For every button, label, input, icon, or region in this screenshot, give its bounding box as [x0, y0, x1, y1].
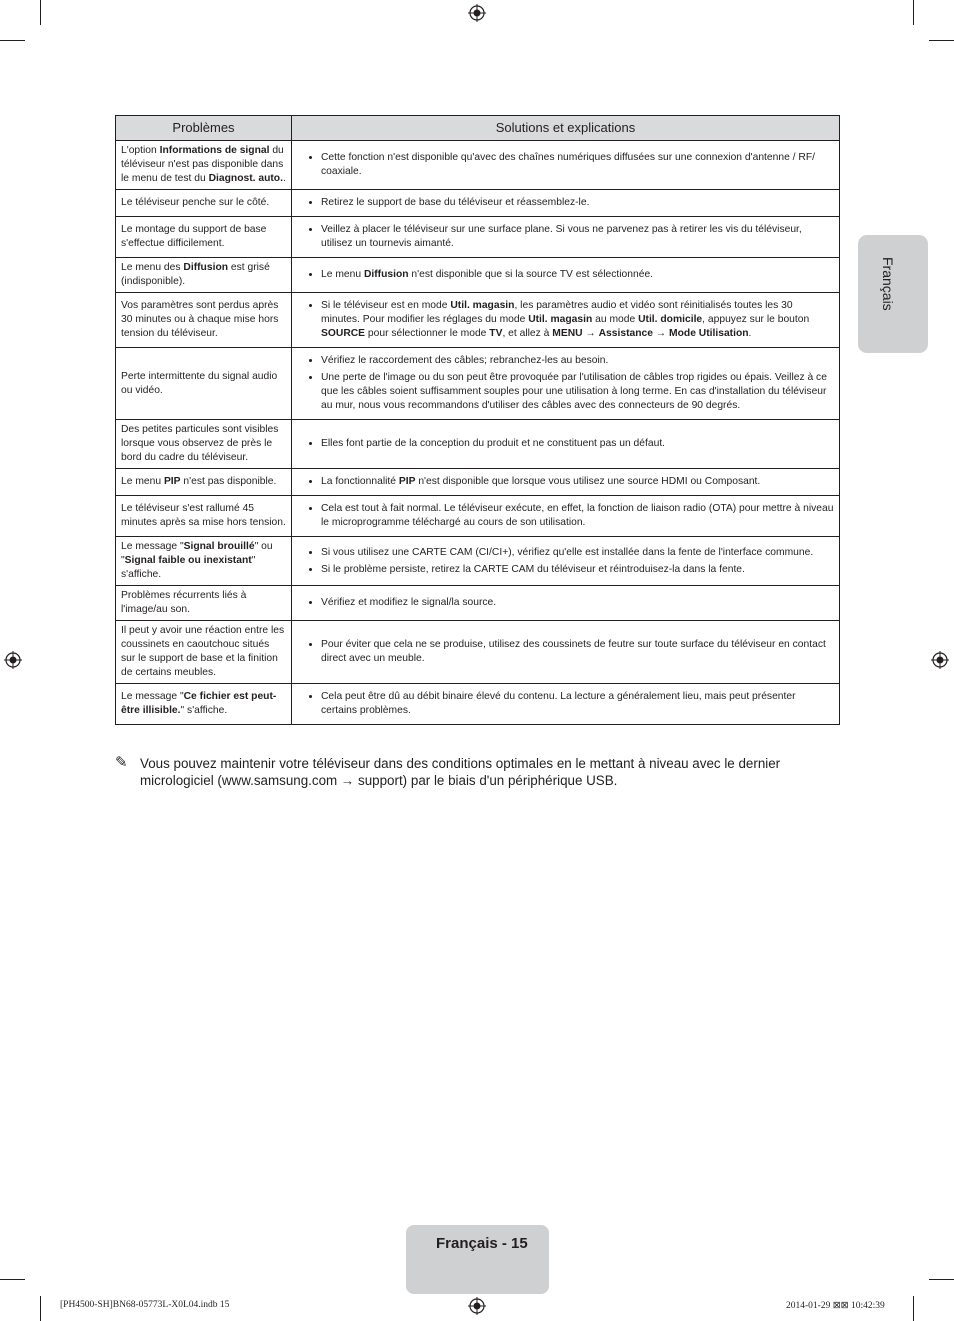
bold-text: Mode Utilisation	[669, 328, 749, 339]
problem-cell	[116, 586, 292, 621]
solution-cell	[292, 420, 840, 469]
bold-text: Util. domicile	[638, 314, 703, 325]
text: Vérifiez et modifiez le signal/la source.	[321, 597, 497, 608]
table-row	[116, 217, 840, 258]
text: du téléviseur n'est pas disponible dans le menu de test du	[121, 145, 284, 184]
solution-item	[321, 546, 834, 560]
problem-cell	[116, 348, 292, 420]
problem-cell	[116, 496, 292, 537]
solution-list	[297, 690, 834, 718]
registration-mark-icon	[468, 1297, 486, 1315]
text: n'est pas disponible.	[180, 476, 277, 487]
text: .	[748, 328, 752, 339]
registration-mark-icon	[931, 651, 949, 669]
table-row	[116, 293, 840, 348]
solution-item	[321, 223, 834, 251]
text: " s'affiche.	[180, 705, 228, 716]
text: Vérifiez le raccordement des câbles; rebranchez-les au besoin.	[321, 355, 609, 366]
table-row	[116, 684, 840, 725]
text: Le message "	[121, 691, 184, 702]
solution-cell	[292, 469, 840, 496]
table-body	[116, 141, 840, 725]
text: Le message "	[121, 541, 184, 552]
solution-list	[297, 502, 834, 530]
note-text: Vous pouvez maintenir votre téléviseur dans des conditions optimales en le mettant à niveau avec le dernier micrologiciel (www.samsung.com → support) par le biais d'un périphérique USB.	[140, 756, 781, 788]
solution-list	[297, 475, 834, 489]
solution-list	[297, 354, 834, 413]
page-number-box	[406, 1225, 549, 1294]
text: , les paramètres audio et vidéo sont réinitialisés toutes les 30 minutes. Pour modifier les réglages du mode	[321, 300, 793, 325]
text: L'option	[121, 145, 160, 156]
table-row	[116, 190, 840, 217]
text: La fonctionnalité	[321, 476, 399, 487]
text: pour sélectionner le mode	[365, 328, 490, 339]
text: Cette fonction n'est disponible qu'avec des chaînes numériques diffusées sur une connexion d'antenne / RF/ coaxiale.	[321, 152, 815, 177]
problem-cell	[116, 469, 292, 496]
solution-list	[297, 223, 834, 251]
solution-cell	[292, 496, 840, 537]
text: Perte intermittente du signal audio ou vidéo.	[121, 370, 278, 396]
solution-item	[321, 475, 834, 489]
footer-timestamp: 2014-01-29 ⊠⊠ 10:42:39	[786, 1301, 885, 1311]
text: Des petites particules sont visibles lorsque vous observez de près le bord du cadre du téléviseur.	[121, 424, 279, 463]
pencil-icon: ✎	[115, 754, 128, 771]
solution-list	[297, 268, 834, 282]
text: .	[282, 173, 286, 184]
text: Le menu	[321, 269, 364, 280]
text: Il peut y avoir une réaction entre les coussinets en caoutchouc situés sur le support de base et la finition de certains meubles.	[121, 625, 285, 678]
troubleshooting-table	[115, 115, 840, 725]
column-header-solutions: Solutions et explications	[292, 116, 840, 141]
table-row	[116, 496, 840, 537]
table-row	[116, 586, 840, 621]
solution-cell	[292, 348, 840, 420]
text: " s'affiche.	[121, 555, 256, 580]
solution-item	[321, 638, 834, 666]
text: n'est disponible que si la source TV est sélectionnée.	[408, 269, 654, 280]
crop-mark	[40, 0, 41, 25]
crop-mark	[929, 40, 954, 41]
page-number: Français - 15	[436, 1235, 528, 1252]
solution-item	[321, 690, 834, 718]
solution-list	[297, 638, 834, 666]
bold-text: Informations de signal	[159, 145, 270, 156]
solution-item	[321, 563, 834, 577]
solution-cell	[292, 621, 840, 684]
solution-list	[297, 151, 834, 179]
solution-list	[297, 596, 834, 610]
solution-item	[321, 502, 834, 530]
solution-cell	[292, 217, 840, 258]
problem-cell	[116, 621, 292, 684]
text: Le montage du support de base s'effectue difficilement.	[121, 224, 267, 249]
bold-text: Signal brouillé	[183, 541, 255, 552]
text: Une perte de l'image ou du son peut être provoquée par l'utilisation de câbles trop rigides ou épais. Veillez à ce que les câbles soient suffisamment souples pour une utilisation à long terme. En cas d'installation du téléviseur au mur, nous vous recommandons d'utiliser des câbles avec des connecteurs de 90 degrés.	[321, 372, 827, 411]
bold-text: SOURCE	[321, 328, 366, 339]
crop-mark	[913, 0, 914, 25]
bold-text: MENU	[552, 328, 583, 339]
crop-mark	[913, 1296, 914, 1321]
solution-cell	[292, 586, 840, 621]
problem-cell	[116, 141, 292, 190]
text: , et allez à	[502, 328, 553, 339]
text: au mode	[592, 314, 639, 325]
crop-mark	[40, 1296, 41, 1321]
bold-text: Signal faible ou inexistant	[124, 555, 252, 566]
solution-item	[321, 196, 834, 210]
text: est grisé (indisponible).	[121, 262, 270, 287]
solution-item	[321, 299, 834, 341]
problem-cell	[116, 293, 292, 348]
table-row	[116, 537, 840, 586]
bold-text: TV	[489, 328, 503, 339]
bold-text: PIP	[398, 476, 416, 487]
table-row	[116, 469, 840, 496]
solution-cell	[292, 537, 840, 586]
bold-text: Diagnost. auto.	[208, 173, 283, 184]
bold-text: PIP	[163, 476, 181, 487]
table-row	[116, 258, 840, 293]
registration-mark-icon	[4, 651, 22, 669]
table-row	[116, 141, 840, 190]
text: n'est disponible que lorsque vous utilisez une source HDMI ou Composant.	[415, 476, 761, 487]
text: Le téléviseur s'est rallumé 45 minutes après sa mise hors tension.	[121, 503, 286, 528]
problem-cell	[116, 217, 292, 258]
text: →	[582, 328, 599, 339]
text: Cela peut être dû au débit binaire élevé du contenu. La lecture a généralement lieu, mais peut présenter certains problèmes.	[321, 691, 796, 716]
footer-file: [PH4500-SH]BN68-05773L-X0L04.indb 15	[60, 1300, 230, 1310]
solution-list	[297, 437, 834, 451]
text: Si vous utilisez une CARTE CAM (CI/CI+), vérifiez qu'elle est installée dans la fente de l'interface commune.	[321, 546, 814, 558]
solution-item	[321, 437, 834, 451]
crop-mark	[0, 40, 25, 41]
text: Pour éviter que cela ne se produise, utilisez des coussinets de feutre sur toute surface du téléviseur en contact direct avec un meuble.	[321, 639, 826, 664]
text: Si le problème persiste, retirez la CARTE CAM du téléviseur et réintroduisez-la dans la fente.	[321, 563, 745, 575]
text: Veillez à placer le téléviseur sur une surface plane. Si vous ne parvenez pas à retirer les vis du téléviseur, utilisez un tournevis aimanté.	[321, 224, 802, 249]
solution-item	[321, 354, 834, 368]
solution-cell	[292, 293, 840, 348]
bold-text: Ce fichier est peut-être illisible.	[121, 691, 277, 716]
text: " ou "	[121, 541, 273, 566]
problem-cell	[116, 258, 292, 293]
table-row	[116, 348, 840, 420]
solution-item	[321, 268, 834, 282]
text: Problèmes récurrents liés à l'image/au son.	[121, 590, 247, 615]
text: Elles font partie de la conception du produit et ne constituent pas un défaut.	[321, 438, 666, 449]
table-header-row	[116, 116, 840, 141]
table-row	[116, 420, 840, 469]
text: Le menu	[121, 476, 164, 487]
solution-list	[297, 299, 834, 341]
solution-item	[321, 371, 834, 413]
language-side-tab-label: Français	[880, 257, 896, 311]
registration-mark-icon	[468, 4, 486, 22]
problem-cell	[116, 537, 292, 586]
problem-cell	[116, 190, 292, 217]
solution-cell	[292, 684, 840, 725]
text: Cela est tout à fait normal. Le téléviseur exécute, en effet, la fonction de liaison radio (OTA) pour mettre à niveau le microprogramme téléchargé au cours de son utilisation.	[321, 503, 834, 528]
solution-cell	[292, 141, 840, 190]
bold-text: Util. magasin	[528, 314, 593, 325]
crop-mark	[929, 1279, 954, 1280]
text: Si le téléviseur est en mode	[321, 300, 451, 311]
table-row	[116, 621, 840, 684]
problem-cell	[116, 684, 292, 725]
text: , appuyez sur le bouton	[702, 314, 810, 325]
text: Vos paramètres sont perdus après 30 minutes ou à chaque mise hors tension du téléviseur.	[121, 300, 279, 339]
solution-item	[321, 151, 834, 179]
solution-cell	[292, 258, 840, 293]
bold-text: Diffusion	[183, 262, 229, 273]
text: Retirez le support de base du téléviseur et réassemblez-le.	[321, 197, 590, 208]
problem-cell	[116, 420, 292, 469]
text: Le menu des	[121, 262, 184, 273]
language-side-tab	[858, 235, 928, 353]
column-header-problems: Problèmes	[116, 116, 292, 141]
crop-mark	[0, 1279, 25, 1280]
bold-text: Diffusion	[363, 269, 409, 280]
solution-list	[297, 196, 834, 210]
solution-list	[297, 546, 834, 577]
text: Le téléviseur penche sur le côté.	[121, 197, 270, 208]
bold-text: Util. magasin	[450, 300, 515, 311]
solution-item	[321, 596, 834, 610]
text: →	[653, 328, 670, 339]
solution-cell	[292, 190, 840, 217]
bold-text: Assistance	[598, 328, 653, 339]
